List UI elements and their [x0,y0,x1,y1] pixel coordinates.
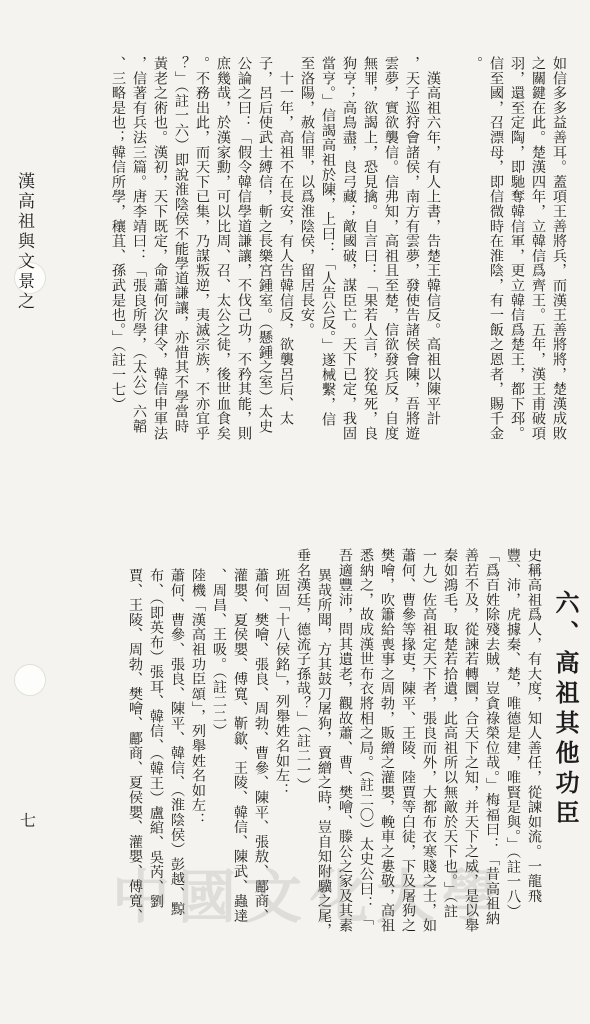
top-col-20: 黃老之術也。漢初，天下既定，命蕭何次律令，韓信申軍法 [152,56,168,441]
top-col-18: 。不務出此，而天下已集，乃謀叛逆，夷滅宗族，不亦宜乎 [194,56,210,441]
bottom-col-11: 異哉所聞，方其鼓刀屠狗，賣繒之時，豈自知附驥之尾， [316,568,332,938]
bottom-col-15: 灌嬰、夏侯嬰、傅寬、靳歙、王陵、韓信、陳武、蟲達 [232,568,248,924]
top-col-17: 庶幾哉，於漢家勳，可以比周、召、太公之徒，後世血食矣 [215,56,231,441]
bottom-col-3: 「爲百姓除殘去賊，豈貪祿榮位哉。」梅福曰：「昔高祖納 [484,548,500,926]
top-col-19: ？」（註一六）即說淮陰侯不能學道謙讓，亦惜其不學當時 [173,56,189,434]
binding-hole-bottom [14,664,46,696]
top-col-14: 十一年，高祖不在長安，有人告韓信反，欲襲呂后、太 [278,56,294,426]
top-col-5: 。 [467,56,483,71]
top-col-3: 羽，還至定陶，即馳奪韓信軍，更立韓信爲楚王，都下邳。 [509,56,525,441]
top-col-1: 如信多多益善耳。蓋項王善將兵，而漢王善將將，楚漢成敗 [551,56,567,441]
top-col-2: 之關鍵在此。楚漢四年，立韓信爲齊王。五年，漢王甫破項 [530,56,546,441]
top-col-12: 當亨。」信謁高祖於陳，上曰：「人告公反。」遂械繫，信 [320,56,336,427]
page-number: 七 [20,811,37,830]
top-col-9: 雲夢，實欲襲信。信弗知，高祖且至楚，信欲發兵反，自度 [383,56,399,441]
watermark: 中國文化大學 [112,863,509,931]
top-col-22: 、三略是也；韓信所學，穰苴、孫武是也。」（註一七） [110,56,126,412]
bottom-col-14: 蕭何、樊噲、張良、周勃、曹參、陳平、張敖、酈商、 [253,568,269,924]
bottom-col-18: 蕭何、曹參、張良、陳平、韓信、（淮陰侯）彭越、黥 [169,568,185,917]
bottom-col-13: 班固「十八侯銘」，列舉姓名如左： [274,568,290,798]
bottom-col-20: 賈、王陵、周勃、樊噲、酈商、夏侯嬰、灌嬰、傅寬、 [127,568,143,924]
bottom-col-7: 蕭何、曹參等掾吏，陳平、王陵、陸賈等白徒，下及屠狗之 [400,548,416,933]
top-col-15: 子，呂后使武士縛信，斬之長樂宮鍾室。（懸鍾之室）太史 [257,56,273,434]
bottom-col-5: 秦如鴻毛，取楚若拾遺，此高祖所以無敵於天下也。」（註 [442,548,458,919]
top-col-7: 漢高祖六年，有人上書，告楚王韓信反。高祖以陳平計 [425,56,441,426]
running-head: 漢高祖與文景之 [14,172,34,312]
bottom-col-1: 史稱高祖爲人，有大度，知人善任，從諫如流。一龍飛 [526,548,542,904]
top-col-11: 狗亨；高鳥盡，良弓藏；敵國破，謀臣亡。天下已定，我固 [341,56,357,441]
bottom-col-16: 、周昌、王吸。（註二二） [211,568,227,739]
bottom-col-9: 悉納之，故成漢世布衣將相之局。（註二〇）太史公曰：「 [358,548,374,926]
top-col-10: 無罪，欲謁上，恐見擒。自言曰：「果若人言，狡兔死，良 [362,56,378,441]
top-col-21: ，信著有兵法三篇。唐李靖曰：「張良所學，（太公）六韜 [131,56,147,434]
bottom-col-6: 一九）佐高祖定天下者，張良而外，大都布衣寒賤之士，如 [421,548,437,933]
bottom-col-4: 善若不及，從諫若轉圜，合天下之知，并天下之威，是以舉 [463,548,479,933]
top-col-4: 信至國，召漂母，即信微時在淮陰，有一飯之恩者，賜千金 [488,56,504,441]
bottom-col-10: 吾適豐沛，問其遺老，觀故蕭、曹、樊噲、滕公之家及其素 [337,548,353,933]
bottom-col-2: 豐、沛，虎據秦、楚，唯德是建，唯賢是與。」（註一八） [505,548,521,919]
top-col-13: 至洛陽，赦信罪，以爲淮陰侯，留居長安。 [299,56,315,338]
section-heading: 六、高祖其他功臣 [551,590,580,830]
bottom-col-12: 垂名漢廷，德流子孫哉？」（註二一） [295,548,311,793]
top-col-8: ，天子巡狩會諸侯，南方有雲夢，發使告諸侯會陳，吾將遊 [404,56,420,441]
bottom-col-8: 樊噲，吹簫給喪事之周勃，販繒之灌嬰，輓車之婁敬，高祖 [379,548,395,933]
bottom-col-19: 布、（即英布）張耳、韓信、（韓王）盧綰、吳芮、劉 [148,568,164,909]
bottom-col-17: 陸機「漢高祖功臣頌」，列舉姓名如左： [190,568,206,828]
top-col-16: 公論之曰：「假令韓信學道謙讓，不伐己功，不矜其能，則 [236,56,252,441]
